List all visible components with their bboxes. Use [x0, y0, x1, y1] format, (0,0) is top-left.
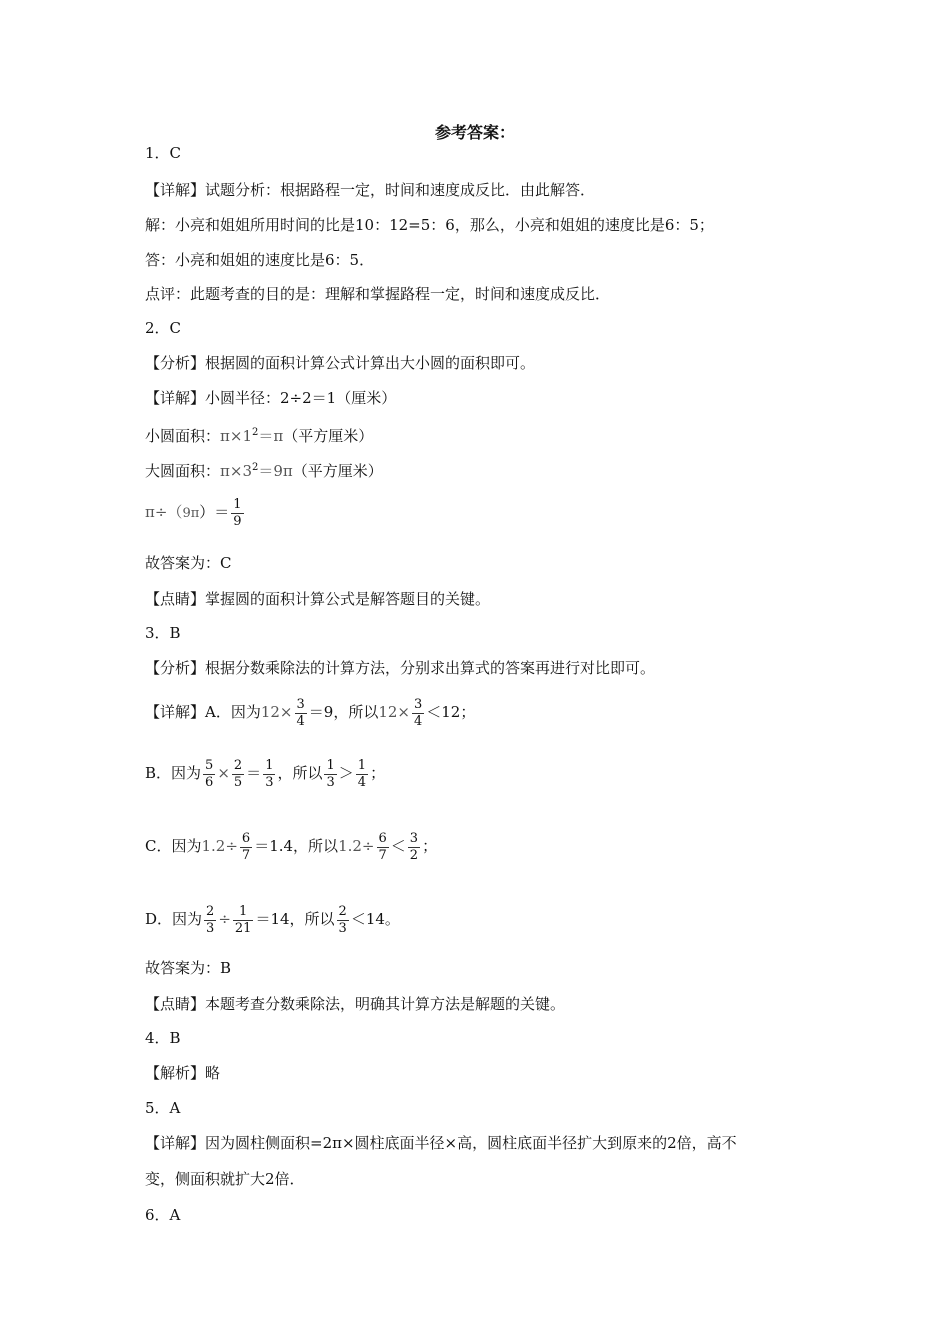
q2-small-area	[145, 423, 373, 446]
q1-answer: 1．C	[145, 144, 182, 162]
q2-big-math: π×3	[220, 462, 252, 480]
den: 5	[233, 774, 243, 790]
q2-small-label: 小圆面积：	[145, 427, 221, 445]
q3-b-end: ；	[370, 764, 386, 782]
q2-big-exp: 2	[252, 462, 259, 473]
q5-detail-1: 【详解】因为圆柱侧面积=2π×圆柱底面半径×高，圆柱底面半径扩大到原来的2倍，高不	[145, 1134, 737, 1152]
q3-option-b	[145, 753, 385, 793]
q3-c-frac2	[377, 831, 389, 864]
num: 2	[233, 757, 243, 773]
q3-a-prefix: 【详解】A．因为	[145, 703, 261, 721]
q3-a-math2: 12×	[378, 703, 410, 721]
num: 3	[409, 830, 419, 846]
q1-detail: 【详解】试题分析：根据路程一定，时间和速度成反比．由此解答．	[145, 181, 596, 199]
q3-final: 故答案为：B	[145, 959, 232, 977]
q2-big-area	[145, 458, 383, 481]
den: 4	[357, 774, 367, 790]
q3-b-mid: ，所以	[277, 764, 323, 782]
q3-d-mid: ＝14，所以	[255, 910, 335, 928]
den: 4	[296, 713, 305, 729]
q3-option-c	[145, 824, 437, 868]
num: 1	[326, 757, 335, 773]
q3-d-frac3	[337, 904, 349, 937]
q1-final-answer: 答：小亮和姐姐的速度比是6：5．	[145, 251, 375, 269]
q3-b-frac3	[263, 758, 275, 791]
page-title: 参考答案：	[434, 123, 515, 142]
q3-c-prefix: C．因为	[145, 837, 202, 855]
q5-detail-2: 变，侧面积就扩大2倍．	[145, 1170, 305, 1188]
q3-answer: 3．B	[145, 624, 181, 642]
den: 7	[241, 847, 251, 863]
q4-answer: 4．B	[145, 1029, 181, 1047]
q3-c-mid: ＝1.4，所以	[254, 837, 339, 855]
q2-small-unit: （平方厘米）	[283, 427, 374, 445]
q3-b-frac5	[356, 758, 368, 791]
den: 2	[409, 847, 419, 863]
q2-answer: 2．C	[145, 319, 182, 337]
q3-a-end: ＜12；	[426, 703, 476, 721]
q3-b-gt: ＞	[338, 764, 354, 782]
q3-option-a	[145, 692, 475, 732]
q3-b-frac4	[324, 758, 336, 791]
num: 5	[205, 757, 214, 773]
q3-d-end: ＜14。	[350, 910, 400, 928]
num: 6	[241, 830, 251, 846]
q3-d-frac2	[233, 904, 254, 937]
q5-answer: 5．A	[145, 1099, 181, 1117]
q3-c-math2: 1.2÷	[338, 837, 375, 855]
den: 21	[234, 920, 252, 936]
q2-ratio-num: 1	[233, 496, 242, 512]
q3-a-frac2	[412, 697, 424, 730]
q2-big-unit: （平方厘米）	[292, 462, 383, 480]
q3-c-math1: 1.2÷	[201, 837, 238, 855]
q3-d-prefix: D．因为	[145, 910, 203, 928]
num: 6	[378, 830, 387, 846]
q2-ratio-c: ）＝	[199, 503, 230, 521]
num: 3	[413, 696, 423, 712]
num: 2	[206, 903, 215, 919]
q2-small-eq: ＝π	[258, 427, 284, 445]
num: 2	[338, 903, 347, 919]
q2-small-exp: 2	[252, 427, 259, 438]
num: 3	[296, 696, 305, 712]
q4-analysis: 【解析】略	[145, 1064, 221, 1082]
q3-analysis: 【分析】根据分数乘除法的计算方法，分别求出算式的答案再进行对比即可。	[145, 659, 656, 677]
q2-analysis: 【分析】根据圆的面积计算公式计算出大小圆的面积即可。	[145, 354, 536, 372]
q1-comment: 点评：此题考查的目的是：理解和掌握路程一定，时间和速度成反比．	[145, 285, 611, 303]
q3-a-mid: ＝9，所以	[308, 703, 379, 721]
den: 3	[338, 920, 347, 936]
q2-detail: 【详解】小圆半径：2÷2＝1（厘米）	[145, 389, 397, 407]
q3-c-frac1	[240, 831, 252, 864]
den: 3	[206, 920, 215, 936]
q3-b-eq: ＝	[246, 764, 262, 782]
q2-key: 【点睛】掌握圆的面积计算公式是解答题目的关键。	[145, 590, 491, 608]
q2-ratio-b: 9π	[182, 506, 200, 521]
q3-c-lt: ＜	[390, 837, 406, 855]
q3-b-op: ×	[217, 764, 230, 782]
q3-key: 【点睛】本题考查分数乘除法，明确其计算方法是解题的关键。	[145, 995, 566, 1013]
q2-ratio-den: 9	[233, 513, 242, 529]
num: 1	[357, 757, 367, 773]
q3-c-end: ；	[422, 837, 438, 855]
q2-small-math: π×1	[220, 427, 252, 445]
den: 3	[265, 774, 274, 790]
den: 4	[413, 713, 423, 729]
q3-a-frac1	[295, 697, 307, 730]
den: 3	[326, 774, 335, 790]
q2-big-label: 大圆面积：	[145, 462, 221, 480]
den: 6	[205, 774, 214, 790]
q3-d-op: ÷	[218, 910, 231, 928]
q3-b-frac2	[232, 758, 244, 791]
num: 1	[265, 757, 274, 773]
num: 1	[233, 904, 254, 921]
q3-b-frac1	[203, 758, 215, 791]
q2-final: 故答案为：C	[145, 554, 232, 572]
q2-ratio-fraction	[231, 497, 243, 530]
q2-ratio-a: π÷（	[145, 503, 183, 521]
q6-answer: 6．A	[145, 1206, 181, 1224]
q2-big-eq: ＝9π	[258, 462, 293, 480]
q3-a-math1: 12×	[260, 703, 293, 721]
q2-ratio	[145, 494, 246, 532]
q3-option-d	[145, 897, 400, 941]
den: 7	[378, 847, 387, 863]
q3-c-frac3	[408, 831, 420, 864]
q3-d-frac1	[204, 904, 216, 937]
q1-solution: 解：小亮和姐姐所用时间的比是10：12=5：6，那么，小亮和姐姐的速度比是6：5；	[145, 216, 714, 234]
q3-b-prefix: B．因为	[145, 764, 202, 782]
